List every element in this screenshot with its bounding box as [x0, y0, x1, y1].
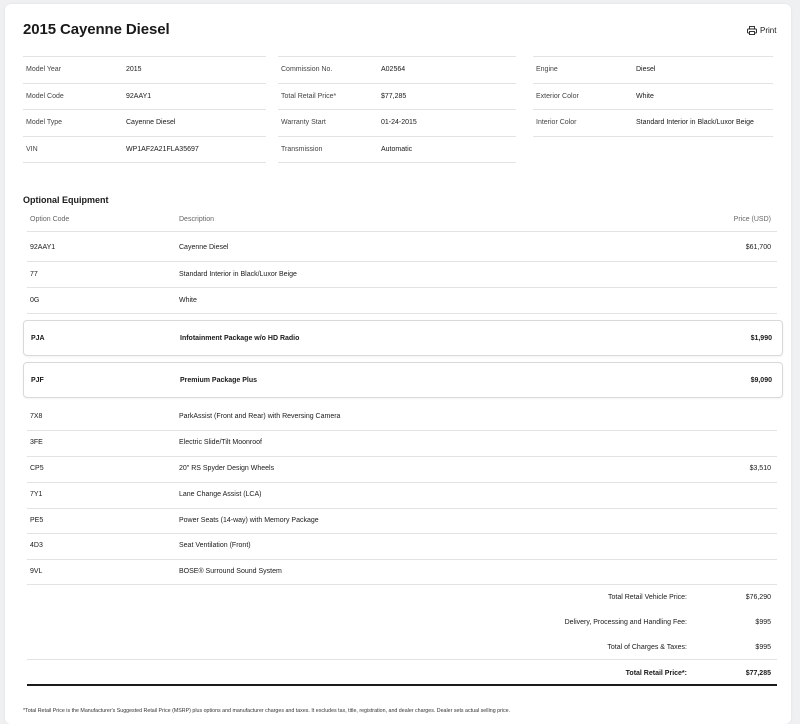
table-row — [27, 431, 777, 457]
option-description: Infotainment Package w/o HD Radio — [180, 335, 300, 342]
spec-label: Model Year — [26, 66, 62, 73]
total-underline — [27, 684, 777, 686]
option-description: Power Seats (14-way) with Memory Package — [179, 517, 319, 524]
total-vehicle-price-row — [27, 589, 777, 607]
table-row — [27, 262, 777, 288]
spec-value: 92AAY1 — [126, 92, 152, 100]
total-retail-price-value: $77,285 — [745, 670, 771, 677]
option-description: ParkAssist (Front and Rear) with Reversing Camera — [179, 413, 341, 420]
spec-column-3 — [533, 56, 773, 137]
table-row — [27, 457, 777, 483]
option-code: 77 — [30, 271, 38, 278]
delivery-fee-value: $995 — [755, 619, 771, 626]
option-code: 3FE — [30, 439, 43, 446]
table-row — [27, 534, 777, 560]
table-row — [27, 288, 777, 314]
print-label: Print — [760, 26, 777, 35]
spec-label: VIN — [26, 145, 38, 153]
option-code: CP5 — [30, 465, 44, 472]
header-description: Description — [179, 216, 215, 223]
spec-row — [278, 84, 516, 111]
option-description: Electric Slide/Tilt Moonroof — [179, 439, 262, 446]
option-description: Standard Interior in Black/Luxor Beige — [179, 271, 297, 278]
option-code: 4D3 — [30, 542, 43, 549]
delivery-fee-row — [27, 614, 777, 632]
option-description: Premium Package Plus — [180, 377, 258, 384]
spec-row — [278, 56, 516, 84]
spec-value: 2015 — [126, 66, 142, 73]
package-row[interactable] — [23, 320, 783, 356]
spec-label: Exterior Color — [536, 92, 579, 100]
option-code: PJA — [31, 335, 45, 342]
spec-row — [23, 110, 266, 137]
header-price: Price (USD) — [733, 216, 771, 223]
spec-row — [278, 110, 516, 137]
spec-column-1 — [23, 56, 266, 163]
total-retail-price-label: Total Retail Price*: — [625, 670, 687, 677]
spec-row — [23, 84, 266, 111]
option-description: Seat Ventilation (Front) — [179, 542, 251, 549]
option-code: PE5 — [30, 517, 44, 524]
spec-row — [533, 56, 773, 84]
spec-value: $77,285 — [381, 92, 407, 100]
spec-row — [533, 84, 773, 111]
spec-label: Total Retail Price* — [281, 92, 337, 100]
spec-column-2 — [278, 56, 516, 163]
spec-value: WP1AF2A21FLA35697 — [126, 145, 199, 153]
table-row — [27, 232, 777, 262]
spec-label: Commission No. — [281, 66, 333, 73]
delivery-fee-label: Delivery, Processing and Handling Fee: — [564, 619, 687, 626]
spec-value: Automatic — [381, 145, 413, 153]
vehicle-detail-card — [5, 4, 791, 724]
option-price: $9,090 — [750, 377, 772, 384]
charges-taxes-row — [27, 639, 777, 657]
option-price: $1,990 — [750, 335, 772, 342]
option-description: 20" RS Spyder Design Wheels — [179, 465, 275, 472]
optional-equipment-title: Optional Equipment — [23, 195, 109, 205]
option-code: 7X8 — [30, 413, 43, 420]
option-price: $3,510 — [749, 465, 771, 472]
totals-divider — [27, 659, 777, 660]
equipment-table-header — [27, 211, 777, 232]
footnote: *Total Retail Price is the Manufacturer's Suggested Retail Price (MSRP) plus options and manufacturer charges and taxes. It excludes tax, title, registration, and dealer charges. Dealer sets actual selling price. — [23, 708, 511, 714]
page-title: 2015 Cayenne Diesel — [23, 21, 170, 38]
printer-icon — [747, 26, 757, 35]
spec-row — [23, 56, 266, 84]
option-code: PJF — [31, 377, 44, 384]
option-code: 7Y1 — [30, 491, 43, 498]
spec-value: 01-24-2015 — [381, 119, 417, 126]
spec-value: Diesel — [636, 66, 656, 73]
spec-value: Cayenne Diesel — [126, 119, 176, 126]
spec-label: Transmission — [281, 145, 323, 153]
total-vehicle-price-label: Total Retail Vehicle Price: — [608, 594, 687, 601]
option-code: 9VL — [30, 568, 43, 575]
spec-label: Model Code — [26, 92, 64, 100]
spec-label: Interior Color — [536, 119, 577, 126]
total-retail-price-row — [27, 665, 777, 683]
option-description: Lane Change Assist (LCA) — [179, 491, 262, 498]
option-code: 0G — [30, 297, 40, 304]
option-description: White — [179, 297, 197, 304]
header-option-code: Option Code — [30, 216, 70, 223]
spec-value: White — [636, 92, 654, 100]
option-price: $61,700 — [745, 244, 771, 251]
total-vehicle-price-value: $76,290 — [745, 594, 771, 601]
table-row — [27, 509, 777, 534]
option-description: BOSE® Surround Sound System — [179, 568, 282, 575]
spec-row — [533, 110, 773, 137]
spec-label: Warranty Start — [281, 119, 326, 126]
table-row — [27, 483, 777, 509]
spec-label: Engine — [536, 66, 558, 73]
option-code: 92AAY1 — [30, 244, 56, 251]
spec-row — [23, 137, 266, 164]
spec-row — [278, 137, 516, 164]
table-row — [27, 404, 777, 431]
package-row[interactable] — [23, 362, 783, 398]
option-description: Cayenne Diesel — [179, 244, 229, 251]
table-row — [27, 560, 777, 585]
charges-taxes-label: Total of Charges & Taxes: — [607, 644, 687, 651]
charges-taxes-value: $995 — [755, 644, 771, 651]
spec-value: Standard Interior in Black/Luxor Beige — [636, 119, 754, 126]
spec-value: A02564 — [381, 66, 406, 73]
print-button[interactable] — [747, 26, 776, 35]
spec-label: Model Type — [26, 119, 63, 126]
